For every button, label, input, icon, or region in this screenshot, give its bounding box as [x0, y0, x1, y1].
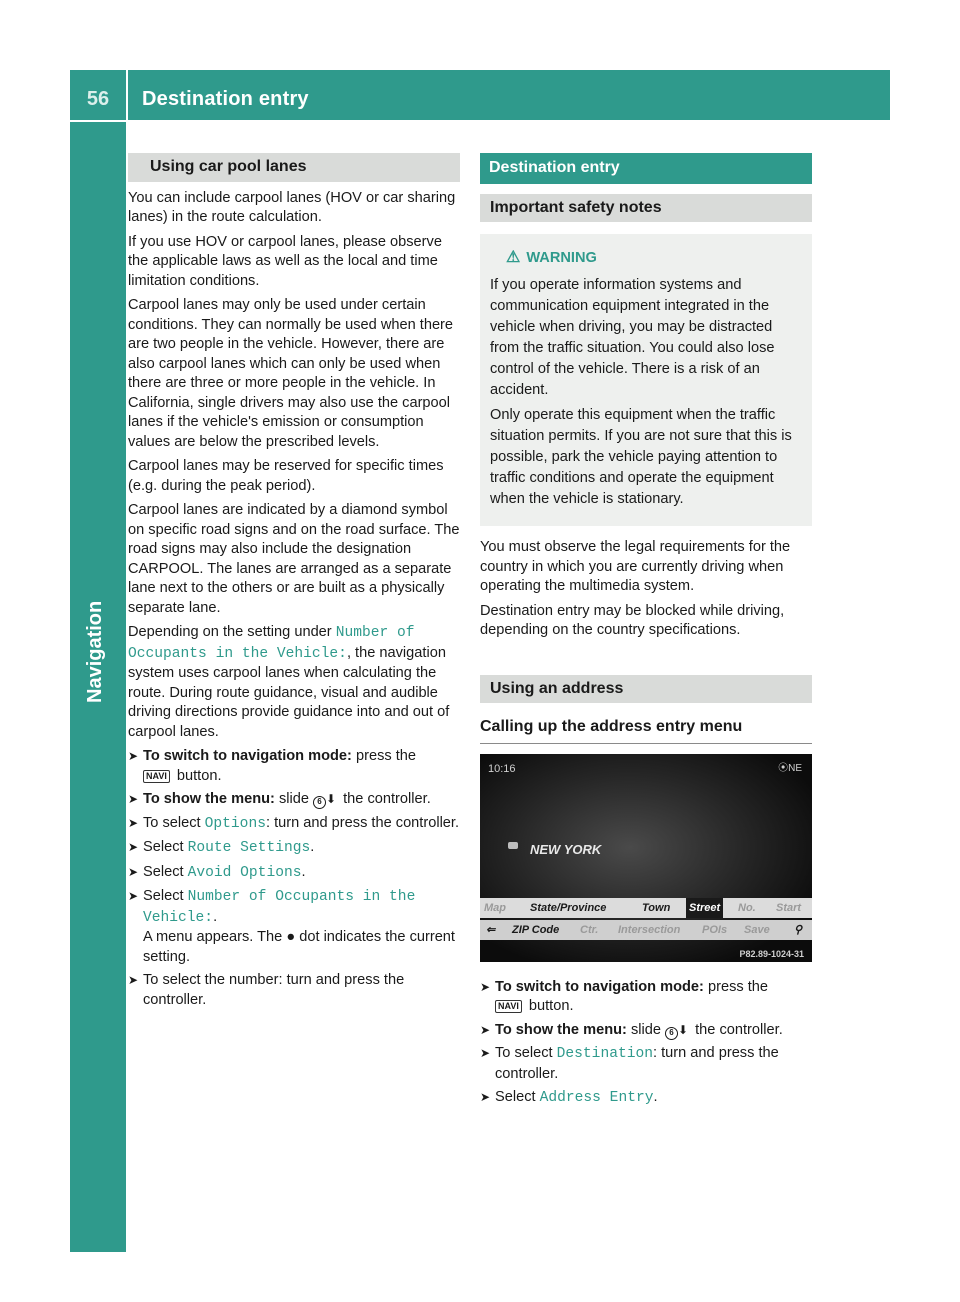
screen-city: NEW YORK	[530, 841, 602, 857]
paragraph: Carpool lanes are indicated by a diamond symbol on specific road signs and on the road surface. The road signs may also include the designation CARPOOL. The lanes are arranged as a separate lane next to the others or are built as a physically separate lane.	[128, 502, 460, 616]
text: the controller.	[691, 1021, 783, 1038]
menu-code: Options	[204, 815, 266, 832]
step-arrow-icon: ➤	[480, 1022, 491, 1037]
step	[480, 1044, 812, 1084]
menu-code: Number of Occupants in the Vehicle:	[143, 889, 416, 926]
step	[480, 978, 812, 1017]
menu-tab-map[interactable]: Map	[484, 901, 506, 914]
text: : turn and press the controller.	[265, 814, 460, 831]
text: slide	[274, 791, 314, 807]
text: press the	[351, 748, 417, 764]
paragraph: You must observe the legal requirements for the country in which you are currently driving when operating the multimedia system.	[480, 539, 791, 594]
menu-tab-ctr[interactable]: Ctr.	[580, 923, 599, 936]
step-arrow-icon: ➤	[480, 979, 491, 994]
destination-flag-icon	[508, 842, 518, 849]
warning-title: WARNING	[526, 250, 597, 266]
step	[128, 747, 460, 786]
side-tab-label: Navigation	[84, 600, 106, 703]
dot-icon: ●	[286, 929, 296, 945]
page-header	[70, 70, 890, 120]
step-bold: To switch to navigation mode:	[143, 748, 352, 764]
paragraph: Destination entry may be blocked while driving, depending on the country specifications.	[480, 602, 785, 638]
step-arrow-icon: ➤	[480, 1090, 491, 1104]
back-arrow-icon[interactable]: ⇐	[486, 923, 496, 936]
section-heading-carpool: Using car pool lanes	[128, 153, 460, 182]
screen-time: 10:16	[488, 762, 516, 775]
screen-status-icon: ⦿NE	[778, 762, 802, 774]
paragraph: Carpool lanes may be reserved for specific times (e.g. during the peak period).	[128, 458, 444, 494]
navi-key-icon: NAVI	[143, 770, 170, 783]
step-arrow-icon: ➤	[128, 889, 139, 903]
step	[128, 971, 460, 1010]
step-arrow-icon: ➤	[128, 973, 139, 987]
navi-key-icon: NAVI	[495, 1000, 522, 1013]
text: press the	[703, 978, 769, 995]
text: A menu appears. The	[143, 929, 287, 945]
text: Select	[143, 839, 188, 855]
text: , the navigation system uses carpool lanes when calculating the route. During route guidance, visual and audible driving directions provide guidance into and out of carpool lanes.	[128, 644, 450, 740]
warning-icon: ⚠	[506, 249, 521, 266]
warning-title-row	[506, 247, 802, 269]
menu-code: Destination	[556, 1046, 653, 1062]
text: .	[310, 839, 315, 855]
menu-tab-start[interactable]: Start	[776, 901, 802, 914]
text: Depending on the setting under	[128, 624, 336, 640]
navigation-screenshot	[480, 754, 812, 962]
menu-tab-town[interactable]: Town	[642, 901, 671, 914]
right-column	[480, 153, 812, 1113]
text: the controller.	[339, 791, 431, 807]
down-arrow-icon: ⬇	[326, 792, 337, 806]
step-arrow-icon: ➤	[128, 815, 139, 830]
step	[128, 838, 460, 859]
section-heading-address: Using an address	[480, 675, 812, 704]
down-arrow-icon: ⬇	[678, 1022, 689, 1037]
step-arrow-icon: ➤	[128, 864, 139, 879]
image-code: P82.89-1024-31	[739, 948, 804, 959]
paragraph-setting	[128, 623, 460, 742]
step-bold: To show the menu:	[143, 791, 275, 807]
page-number: 56	[86, 88, 110, 110]
warning-text: If you operate information systems and communication equipment integrated in the vehicle when driving, you may be distracted from the traffic situation. You could also lose control of the vehicle. There is a risk of an accident.	[490, 277, 775, 398]
screen-menu-row-2	[480, 920, 812, 940]
menu-tab-pois[interactable]: POIs	[702, 923, 728, 936]
controller-dial-icon: 6	[665, 1027, 678, 1040]
text: To select the number: turn and press the controller.	[143, 972, 405, 1008]
text: .	[213, 908, 218, 925]
step	[480, 1088, 812, 1109]
screen-menu-row-1	[480, 898, 812, 918]
step	[128, 814, 460, 835]
paragraph: Carpool lanes may only be used under certain conditions. They can normally be used when there are two people in the vehicle. However, there are also carpool lanes which can only be used when there are three or more people in the vehicle. In California, single drivers may also use the carpool lanes if the vehicle's emission or consumption values are below the prescribed levels.	[128, 297, 454, 450]
section-bar-destination: Destination entry	[480, 153, 812, 184]
step	[128, 790, 460, 810]
step-arrow-icon: ➤	[480, 1046, 491, 1060]
step-bold: To switch to navigation mode:	[495, 978, 704, 995]
header-title: Destination entry	[142, 88, 309, 110]
step	[128, 887, 460, 967]
step-arrow-icon: ➤	[128, 840, 139, 854]
text: .	[301, 863, 306, 880]
section-heading-safety: Important safety notes	[480, 194, 812, 223]
text: To select	[143, 814, 205, 831]
menu-tab-street[interactable]: Street	[686, 898, 723, 918]
text: dot indicates the current setting.	[143, 929, 455, 965]
text: To select	[495, 1045, 557, 1061]
text: : turn and press the controller.	[495, 1045, 779, 1082]
menu-tab-zip[interactable]: ZIP Code	[512, 923, 560, 936]
warning-text: Only operate this equipment when the traffic situation permits. If you are not sure that this is possible, park the vehicle paying attention to traffic conditions and operate the equipment when the vehicle is stationary.	[490, 407, 792, 507]
text: Select	[495, 1089, 540, 1105]
menu-tab-intersection[interactable]: Intersection	[618, 923, 681, 936]
menu-tab-save[interactable]: Save	[744, 923, 770, 936]
menu-code: Address Entry	[539, 1090, 654, 1106]
paragraph: If you use HOV or carpool lanes, please observe the applicable laws as well as the local and time limitation conditions.	[128, 233, 442, 289]
menu-tab-state[interactable]: State/Province	[530, 901, 607, 914]
text: button.	[524, 998, 574, 1014]
left-column	[128, 153, 460, 1014]
menu-code: Route Settings	[187, 840, 311, 856]
menu-code: Number of Occupants in the Vehicle:	[128, 625, 415, 662]
menu-tab-no[interactable]: No.	[738, 901, 756, 914]
step-bold: To show the menu:	[495, 1021, 627, 1038]
search-icon[interactable]: ⚲	[794, 923, 803, 936]
text: button.	[172, 767, 222, 784]
text: Select	[143, 888, 188, 904]
step	[128, 863, 460, 884]
step	[480, 1021, 812, 1041]
side-tab-label-wrap	[84, 485, 114, 703]
text: .	[653, 1089, 658, 1105]
paragraph: You can include carpool lanes (HOV or car sharing lanes) in the route calculation.	[128, 189, 456, 225]
menu-code: Avoid Options	[187, 864, 302, 881]
text: slide	[626, 1021, 666, 1038]
text: Select	[143, 863, 188, 880]
subsection-title-calling: Calling up the address entry menu	[480, 717, 812, 744]
step-arrow-icon: ➤	[128, 792, 139, 806]
controller-dial-icon: 6	[313, 796, 326, 809]
step-arrow-icon: ➤	[128, 749, 139, 763]
header-divider	[126, 70, 128, 120]
warning-box	[480, 234, 812, 526]
